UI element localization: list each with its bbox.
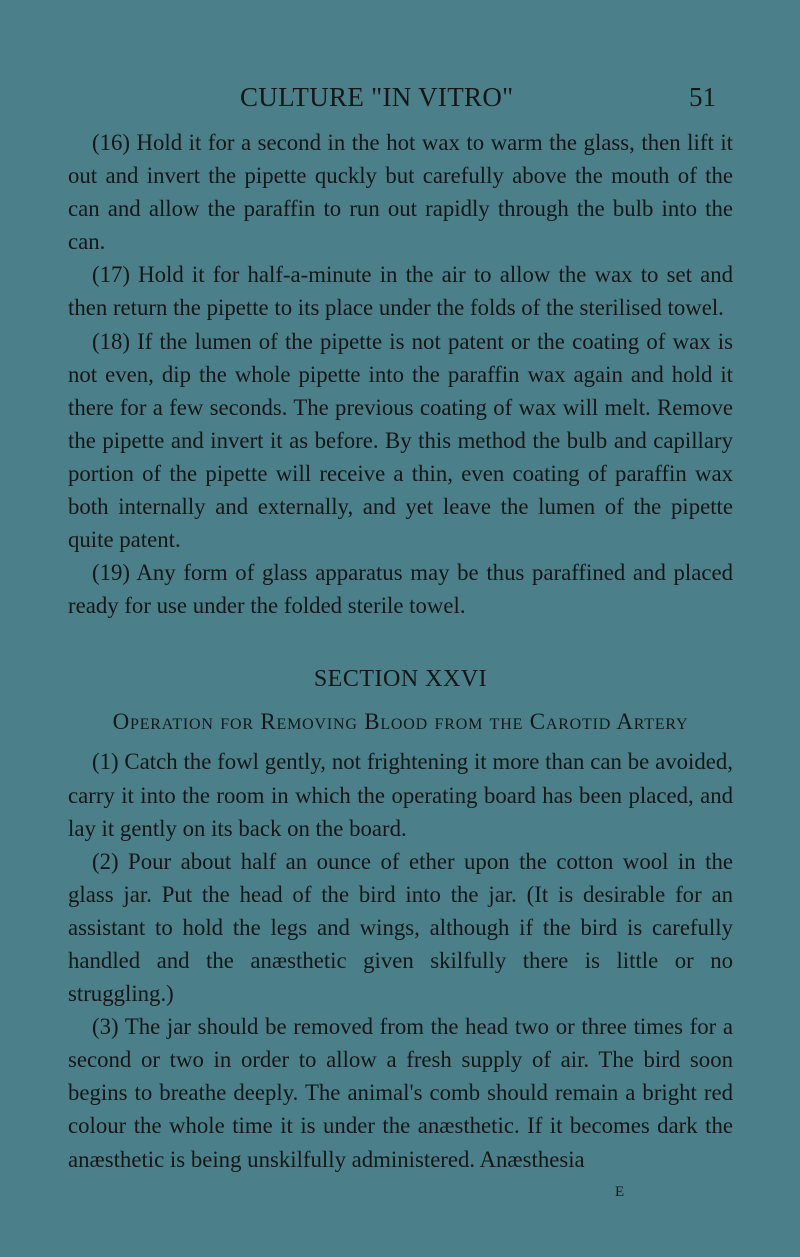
paragraph-18: (18) If the lumen of the pipette is not patent or the coating of wax is not even, dip the whole pipette into the paraffin wax again and hold it there for a few seconds. The previous coating of wax will melt. Remove the pipette and invert it as before. By this method the bulb and capillary portion of the pipette will receive a thin, even coating of paraffin wax both internally and externally, and yet leave the lumen of the pipette quite patent. (68, 328, 733, 553)
section-subtitle: Operation for Removing Blood from the Carotid Artery (112, 709, 689, 735)
paragraph-19: (19) Any form of glass apparatus may be thus paraffined and placed ready for use under the folded sterile towel. (68, 560, 733, 619)
running-head (0, 82, 800, 122)
paragraph-17: (17) Hold it for half-a-minute in the air to allow the wax to set and then return the pipette to its place under the folds of the sterilised towel. (68, 262, 733, 321)
paragraph-1: (1) Catch the fowl gently, not frightening it more than can be avoided, carry it into the room in which the operating board has been placed, and lay it gently on its back on the board. (68, 749, 733, 841)
signature-mark: E (615, 1184, 625, 1200)
page-number: 51 (689, 82, 716, 112)
paragraph-2: (2) Pour about half an ounce of ether upon the cotton wool in the glass jar. Put the head of the bird into the jar. (It is desirable for an assistant to hold the legs and wings, although if the bird is carefully handled and the anæsthetic given skilfully there is little or no struggling.) (68, 848, 733, 1007)
section-heading: SECTION XXVI (313, 666, 488, 693)
running-title: CULTURE "IN VITRO" (240, 82, 514, 112)
paragraph-3: (3) The jar should be removed from the head two or three times for a second or two in order to allow a fresh supply of air. The bird soon begins to breathe deeply. The animal's comb should remain a bright red colour the whole time it is under the anæsthetic. If it becomes dark the anæsthetic is being unskilfully administered. Anæsthesia (68, 1014, 733, 1172)
body-text (68, 126, 733, 1176)
paragraph-16: (16) Hold it for a second in the hot wax to warm the glass, then lift it out and invert the pipette quckly but carefully above the mouth of the can and allow the paraffin to run out rapidly through the bulb into the can. (68, 130, 733, 255)
